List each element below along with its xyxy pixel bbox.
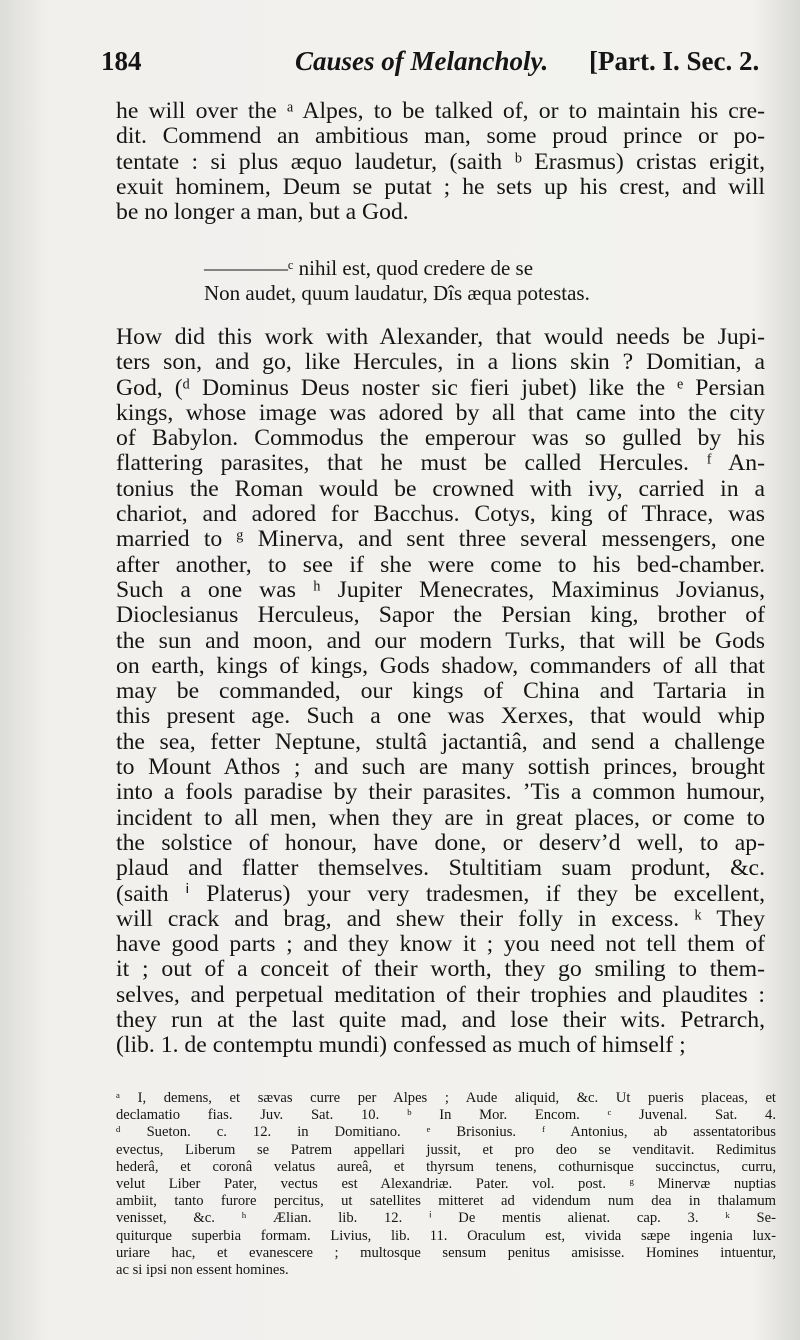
text-line: it ; out of a conceit of their worth, they go smiling to them- xyxy=(116,956,765,983)
text-line: married to ᵍ Minerva, and sent three several messengers, one xyxy=(116,526,765,553)
text-line: plaud and flatter themselves. Stultitiam suam produnt, &c. xyxy=(116,855,765,882)
text-line: into a fools paradise by their parasites. ’Tis a common humour, xyxy=(116,779,765,806)
footnote-line: ᵈ Sueton. c. 12. in Domitiano. ᵉ Brisonius. ᶠ Antonius, ab assentatoribus xyxy=(116,1124,776,1141)
text-line: dit. Commend an ambitious man, some proud prince or po- xyxy=(116,123,765,150)
part-section-label: [Part. I. Sec. 2. xyxy=(589,46,760,76)
text-line: will crack and brag, and shew their folly in excess. ᵏ They xyxy=(116,905,765,932)
text-line: be no longer a man, but a God. xyxy=(116,199,409,226)
verse-quotation xyxy=(204,256,724,306)
text-line: the sea, fetter Neptune, stultâ jactantiâ, and send a challenge xyxy=(116,728,765,755)
text-line: (saith ⁱ Platerus) your very tradesmen, if they be excellent, xyxy=(116,880,765,907)
text-line: exuit hominem, Deum se putat ; he sets up his crest, and will xyxy=(116,173,765,200)
paragraph-2 xyxy=(116,325,765,1059)
footnote-line: declamatio fias. Juv. Sat. 10. ᵇ In Mor. Encom. ᶜ Juvenal. Sat. 4. xyxy=(116,1107,776,1124)
text-line: the solstice of honour, have done, or deserv’d well, to ap- xyxy=(116,829,765,856)
text-line: tonius the Roman would be crowned with ivy, carried in a xyxy=(116,475,765,502)
page-number: 184 xyxy=(101,46,142,76)
text-line: have good parts ; and they know it ; you need not tell them of xyxy=(116,931,765,958)
text-line: of Babylon. Commodus the emperour was so gulled by his xyxy=(116,425,765,452)
text-line: the sun and moon, and our modern Turks, that will be Gods xyxy=(116,627,765,654)
footnote-line: ac si ipsi non essent homines. xyxy=(116,1262,289,1279)
verse-line: ————ᶜ nihil est, quod credere de se xyxy=(204,256,534,280)
text-line: tentate : si plus æquo laudetur, (saith ᵇ Erasmus) cristas erigit, xyxy=(116,148,765,175)
footnote-line: ambiit, tanto furore percitus, ut satellites mitteret ad videndum num dea in thalamum xyxy=(116,1193,776,1210)
text-line: kings, whose image was adored by all that came into the city xyxy=(116,399,765,426)
text-line: God, (ᵈ Dominus Deus noster sic fieri jubet) like the ᵉ Persian xyxy=(116,374,765,401)
text-line: flattering parasites, that he must be called Hercules. ᶠ An- xyxy=(116,450,765,477)
text-line: Dioclesianus Herculeus, Sapor the Persian king, brother of xyxy=(116,602,765,629)
text-line: (lib. 1. de contemptu mundi) confessed as much of himself ; xyxy=(116,1032,686,1059)
text-line: incident to all men, when they are in great places, or come to xyxy=(116,804,765,831)
paragraph-1 xyxy=(116,99,765,225)
footnote-line: uriare hac, et evanescere ; multosque sensum penitus amisisse. Homines intuentur, xyxy=(116,1244,776,1261)
text-line: he will over the ᵃ Alpes, to be talked of, or to maintain his cre- xyxy=(116,98,765,124)
text-line: Such a one was ʰ Jupiter Menecrates, Maximinus Jovianus, xyxy=(116,576,765,603)
text-line: this present age. Such a one was Xerxes, that would whip xyxy=(116,703,765,730)
footnote-line: velut Liber Pater, vectus est Alexandriæ. Pater. vol. post. ᵍ Minervæ nuptias xyxy=(116,1176,776,1193)
footnote-line: ᵃ I, demens, et sævas curre per Alpes ; Aude aliquid, &c. Ut pueris placeas, et xyxy=(116,1090,776,1106)
footnotes xyxy=(116,1090,776,1279)
text-line: How did this work with Alexander, that would needs be Jupi- xyxy=(116,324,765,350)
footnote-line: venisset, &c. ʰ Ælian. lib. 12. ⁱ De mentis alienat. cap. 3. ᵏ Se- xyxy=(116,1210,776,1227)
page-header xyxy=(101,46,761,86)
running-title: Causes of Melancholy. xyxy=(295,46,549,76)
footnote-line: quiturque superbia formam. Livius, lib. 11. Oraculum est, vivida sæpe ingenia lux- xyxy=(116,1227,776,1244)
footnote-line: hederâ, et coronâ velatus aureâ, et thyrsum tenens, cothurnisque succinctus, curru, xyxy=(116,1158,776,1175)
text-line: on earth, kings of kings, Gods shadow, commanders of all that xyxy=(116,652,765,679)
text-line: after another, to see if she were come to his bed-chamber. xyxy=(116,551,765,578)
text-line: to Mount Athos ; and such are many sottish princes, brought xyxy=(116,754,765,781)
footnote-line: evectus, Liberum se Patrem appellari jussit, et pro deo se venditavit. Redimitus xyxy=(116,1141,776,1158)
verse-line: Non audet, quum laudatur, Dîs æqua potestas. xyxy=(204,281,590,305)
text-line: chariot, and adored for Bacchus. Cotys, king of Thrace, was xyxy=(116,501,765,528)
text-line: ters son, and go, like Hercules, in a lions skin ? Domitian, a xyxy=(116,349,765,376)
text-line: may be commanded, our kings of China and Tartaria in xyxy=(116,678,765,705)
text-line: they run at the last quite mad, and lose their wits. Petrarch, xyxy=(116,1007,765,1034)
text-line: selves, and perpetual meditation of their trophies and plaudites : xyxy=(116,981,765,1008)
